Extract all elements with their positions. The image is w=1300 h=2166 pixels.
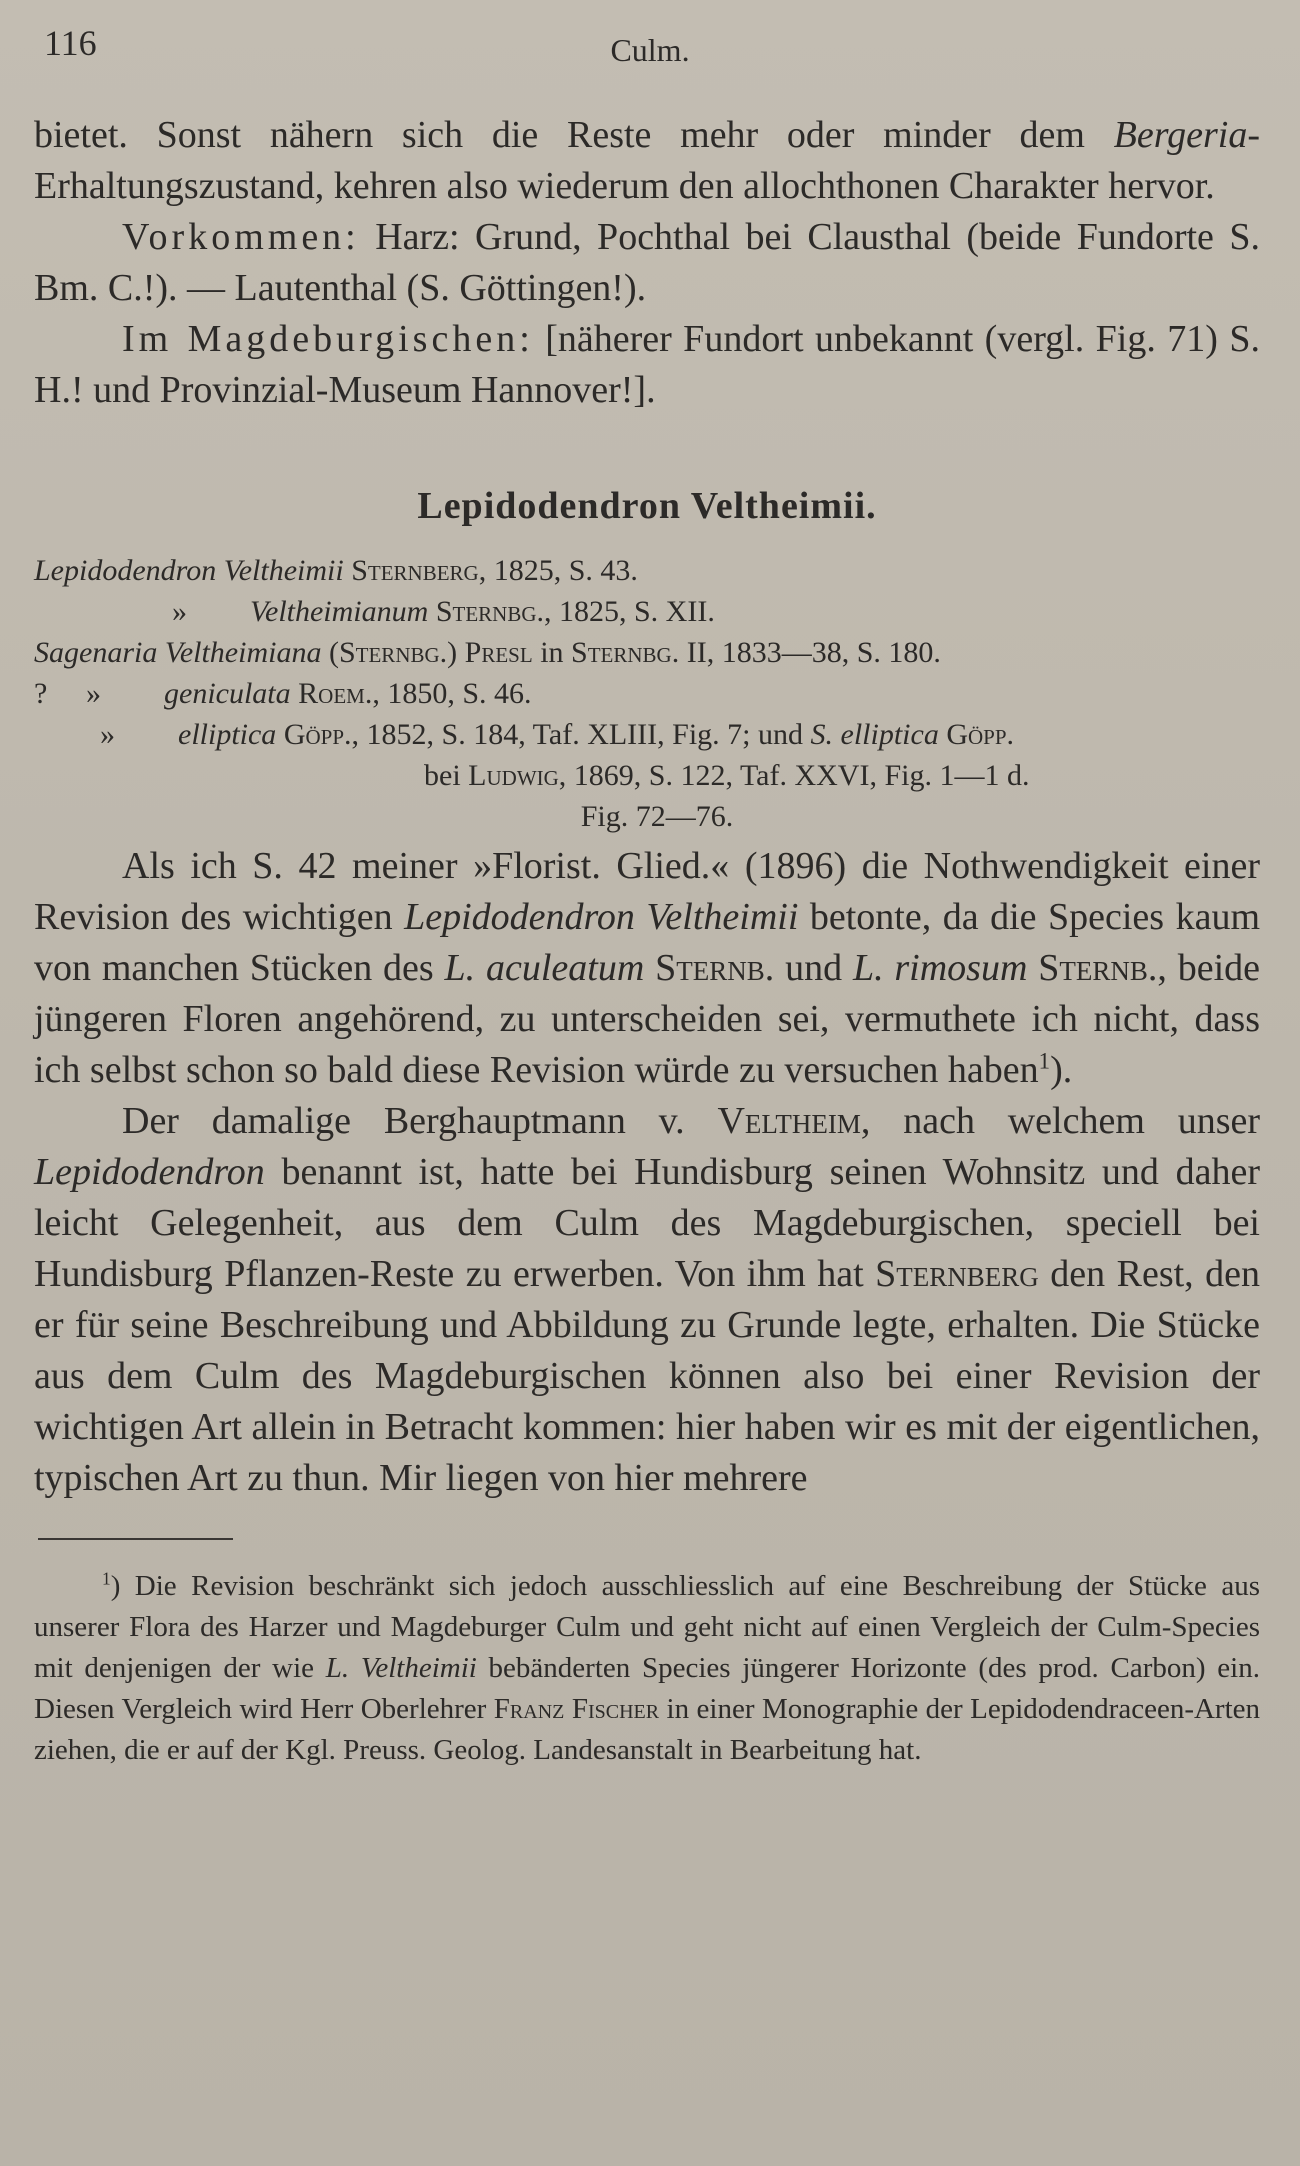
- italic-term: L. aculeatum: [444, 947, 645, 989]
- synonym-author: Ludwig: [468, 759, 559, 792]
- text-run: betonte, da die Species kaum von manchen Stücken des: [34, 896, 1260, 989]
- synonym-name: Sagenaria Veltheimiana: [34, 636, 322, 669]
- synonym-line: [34, 591, 1260, 632]
- synonym-author: Roem.: [298, 677, 373, 710]
- synonym-list: [34, 550, 1260, 837]
- text-run: [näherer Fundort unbekannt (vergl. Fig. 71) S. H.! und Provinzial-Museum Hannover!].: [34, 318, 1260, 411]
- synonym-author: Presl: [464, 636, 533, 669]
- author-name: Veltheim: [717, 1100, 861, 1142]
- synonym-name: Veltheimianum: [250, 595, 429, 628]
- synonym-line: [34, 673, 1260, 714]
- synonym-name: geniculata: [164, 677, 291, 710]
- text-run: und: [774, 947, 853, 989]
- footnote-mark: 1: [102, 1568, 111, 1589]
- synonym-line: [34, 714, 1260, 755]
- text-run: bei: [424, 759, 469, 792]
- text-run: ) Die Revision beschränkt sich jedoch ausschliesslich auf eine Beschreibung der Stücke aus unserer Flora des Harzer und Magdeburger Culm und geht nicht auf einen Vergleich der Culm-Species mit denjenigen der wie: [34, 1570, 1260, 1684]
- synonym-line: [34, 632, 1260, 673]
- text-run: , nach welchem unser: [860, 1100, 1261, 1142]
- synonym-author: Sternberg: [351, 554, 479, 587]
- text-run: Als ich S. 42 meiner »Florist. Glied.« (1896) die Nothwendigkeit einer Revision des wichtigen: [34, 845, 1260, 938]
- italic-term: Bergeria: [1113, 114, 1248, 156]
- page-header: [40, 20, 1260, 70]
- footnote: [34, 1566, 1260, 1771]
- figure-reference: Fig. 72—76.: [580, 800, 734, 833]
- text-run: in: [532, 636, 572, 669]
- paragraph-continuation: [34, 110, 1260, 212]
- ditto-mark: »: [172, 595, 187, 628]
- ditto-mark: »: [86, 677, 101, 710]
- page-body: [34, 110, 1260, 1771]
- italic-term: Lepidodendron Veltheimii: [404, 896, 799, 938]
- text-run: bebänderten Species jüngerer Horizonte (des prod. Carbon) ein. Diesen Vergleich wird Herr Oberlehrer: [34, 1652, 1260, 1725]
- text-run: , 1825, S. XII.: [544, 595, 715, 628]
- synonym-line: [34, 550, 1260, 591]
- text-run: in einer Monographie der Lepidodendraceen-Arten ziehen, die er auf der Kgl. Preuss. Geolog. Landesanstalt in Bearbeitung hat.: [34, 1693, 1261, 1766]
- text-run: bietet. Sonst nähern sich die Reste mehr oder minder dem: [34, 114, 1114, 156]
- footnote-reference: 1: [1038, 1048, 1051, 1074]
- question-mark: ?: [34, 677, 48, 710]
- paragraph-revision: [34, 841, 1260, 1096]
- ditto-mark: »: [100, 718, 115, 751]
- synonym-author: Sternbg.: [338, 636, 448, 669]
- author-name: Sternb.: [655, 947, 775, 989]
- synonym-author: Göpp.: [946, 718, 1015, 751]
- text-run: den Rest, den er für seine Beschreibung und Abbildung zu Grunde legte, erhalten. Die Stücke aus dem Culm des Magdeburgischen können also bei einer Revision der wichtigen Art allein in Betracht kommen: hier haben wir es mit der eigentlichen, typischen Art zu thun. Mir liegen von hier mehrere: [34, 1253, 1261, 1499]
- text-run: benannt ist, hatte bei Hundisburg seinen Wohnsitz und daher leicht Gelegenheit, aus dem Culm des Magdeburgischen, speciell bei Hundisburg Pflanzen-Reste zu erwerben. Von ihm hat: [34, 1151, 1260, 1295]
- author-name: Sternberg: [875, 1253, 1039, 1295]
- text-run: [1027, 947, 1038, 989]
- italic-term: L. rimosum: [852, 947, 1028, 989]
- text-run: , 1869, S. 122, Taf. XXVI, Fig. 1—1 d.: [558, 759, 1030, 792]
- author-name: Sternb.: [1038, 947, 1158, 989]
- paragraph-veltheim: [34, 1096, 1260, 1504]
- text-run: , 1850, S. 46.: [372, 677, 532, 710]
- text-run: , 1825, S. 43.: [478, 554, 638, 587]
- paragraph-occurrence-magdeburg: [34, 314, 1260, 416]
- section-title: Lepidodendron Veltheimii.: [417, 485, 877, 527]
- synonym-name: S. elliptica: [810, 718, 939, 751]
- spaced-lead: Vorkommen:: [122, 216, 360, 258]
- text-run: ).: [1050, 1049, 1073, 1091]
- synonym-name: elliptica: [178, 718, 277, 751]
- italic-term: L. Veltheimii: [325, 1652, 477, 1684]
- synonym-author: Göpp.: [283, 718, 352, 751]
- text-run: , 1852, S. 184, Taf. XLIII, Fig. 7; und: [351, 718, 811, 751]
- paragraph-occurrence-harz: [34, 212, 1260, 314]
- text-run: [644, 947, 655, 989]
- text-run: Harz: Grund, Pochthal bei Clausthal (beide Fundorte S. Bm. C.!). — Lautenthal (S. Göttingen!).: [34, 216, 1260, 309]
- text-run: Der damalige Berghauptmann v.: [122, 1100, 718, 1142]
- synonym-author: Sternbg.: [571, 636, 680, 669]
- synonym-name: Lepidodendron Veltheimii: [34, 554, 344, 587]
- running-head: Culm.: [610, 32, 690, 68]
- text-run: ): [447, 636, 465, 669]
- synonym-author: Sternbg.: [435, 595, 544, 628]
- italic-term: Lepidodendron: [34, 1151, 265, 1193]
- text-run: (: [321, 636, 339, 669]
- text-run: , beide jüngeren Floren angehörend, zu unterscheiden sei, vermuthete ich nicht, dass ich selbst schon so bald diese Revision würde zu versuchen haben: [34, 947, 1261, 1091]
- footnote-rule: [38, 1538, 233, 1540]
- author-name: Franz Fischer: [493, 1693, 660, 1725]
- text-run: II, 1833—38, S. 180.: [679, 636, 941, 669]
- page-number: 116: [44, 23, 97, 63]
- spaced-lead: Im Magdeburgischen:: [122, 318, 534, 360]
- text-run: -Erhaltungszustand, kehren also wiederum den allochthonen Charakter hervor.: [34, 114, 1260, 207]
- synonym-line: [34, 755, 1260, 796]
